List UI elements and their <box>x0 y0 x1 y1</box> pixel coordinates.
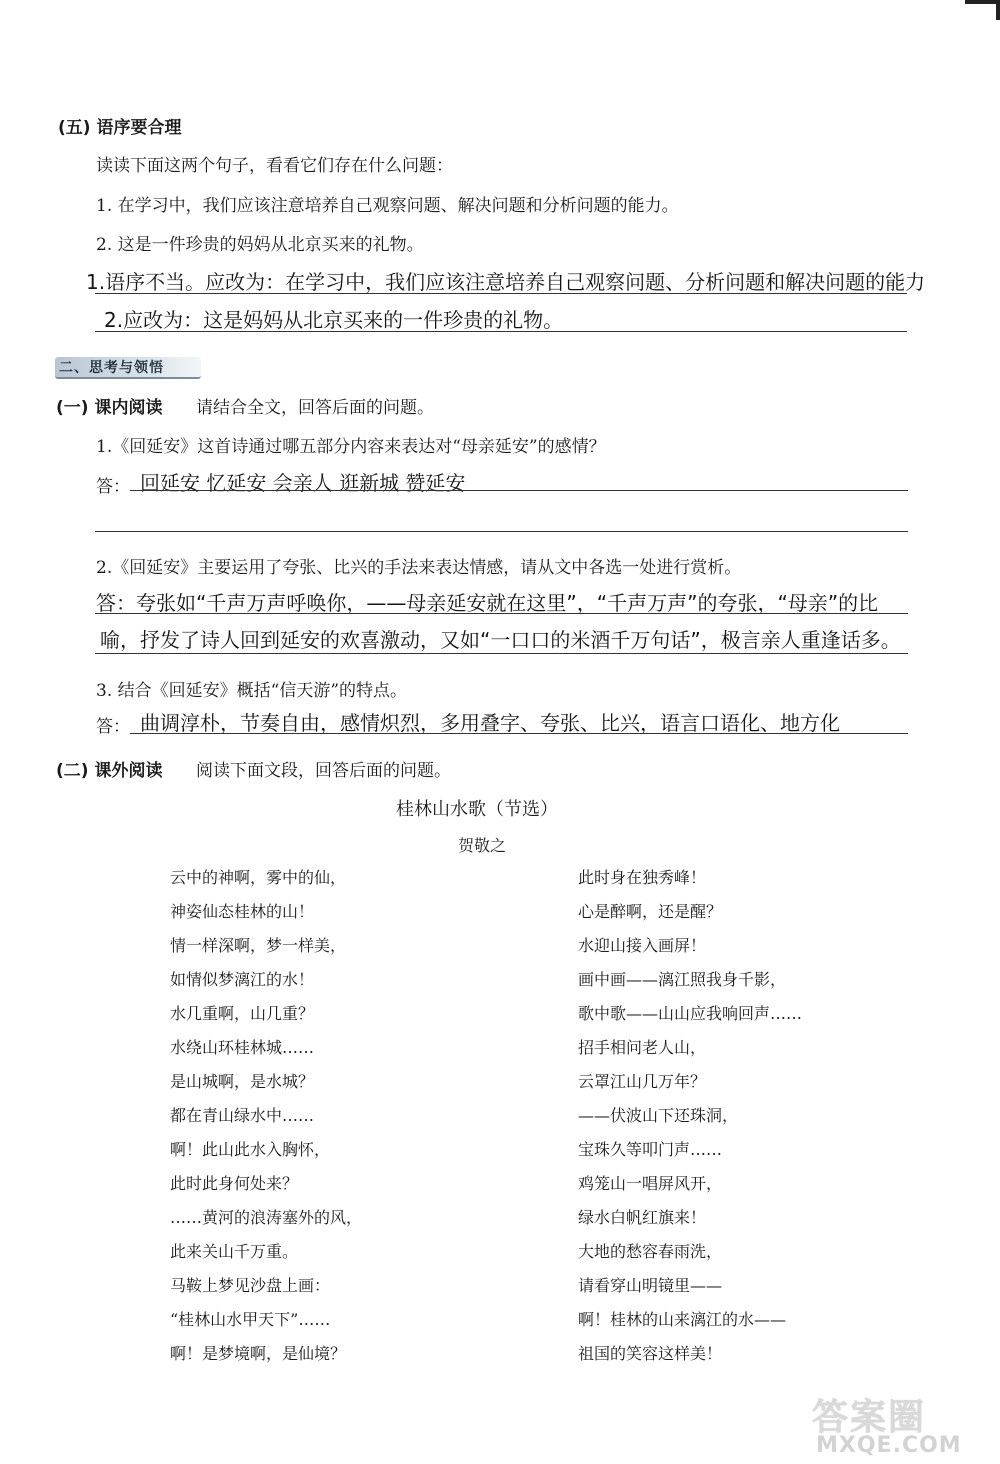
poem-line: 水绕山环桂林城…… <box>170 1038 315 1057</box>
scan-edge-mark <box>996 0 1000 20</box>
poem-left-column <box>170 861 362 1371</box>
answer-label: 答： <box>96 717 130 737</box>
poem-line: 啊！桂林的山来漓江的水—— <box>578 1310 787 1329</box>
poem-line: 马鞍上梦见沙盘上画： <box>170 1276 331 1295</box>
outclass-heading: (二) 课外阅读 <box>56 761 163 781</box>
poem-line: 鸡笼山一唱屏风开， <box>578 1174 723 1193</box>
poem-line: ……黄河的浪涛塞外的风， <box>170 1208 363 1227</box>
answer-line <box>95 531 908 532</box>
scan-corner-mark <box>965 0 1000 4</box>
answer-line <box>95 613 908 614</box>
poem-line: 如情似梦漓江的水！ <box>170 970 315 989</box>
section5-answer-1: 1.语序不当。应改为：在学习中，我们应该注意培养自己观察问题、分析问题和解决问题的能力 <box>86 270 926 294</box>
poem-line: “桂林山水甲天下”…… <box>170 1310 331 1329</box>
answer-2-line-1: 答：夸张如“千声万声呼唤你，——母亲延安就在这里”，“千声万声”的夸张，“母亲”的比 <box>96 591 879 615</box>
answer-3: 曲调淳朴，节奏自由，感情炽烈，多用叠字、夸张、比兴，语言口语化、地方化 <box>140 711 840 735</box>
poem-line: 此时身在独秀峰！ <box>578 868 707 887</box>
inclass-heading: (一) 课内阅读 <box>56 398 163 418</box>
section5-sentence-1: 1. 在学习中，我们应该注意培养自己观察问题、解决问题和分析问题的能力。 <box>96 196 679 216</box>
poem-line: ——伏波山下还珠洞， <box>578 1106 739 1125</box>
poem-line: 祖国的笑容这样美！ <box>578 1344 723 1363</box>
poem-line: 水几重啊，山几重？ <box>170 1004 315 1023</box>
poem-line: 歌中歌——山山应我响回声…… <box>578 1004 803 1023</box>
answer-label: 答： <box>96 477 130 497</box>
poem-line: 招手相问老人山， <box>578 1038 707 1057</box>
poem-line: 请看穿山明镜里—— <box>578 1276 723 1295</box>
watermark-site: MXQE.COM <box>816 1433 962 1458</box>
question-1: 1.《回延安》这首诗通过哪五部分内容来表达对“母亲延安”的感情？ <box>96 437 606 457</box>
section-badge: 二、思考与领悟 <box>55 357 201 379</box>
inclass-instruction: 请结合全文，回答后面的问题。 <box>196 398 434 418</box>
poem-title: 桂林山水歌（节选） <box>396 799 558 820</box>
poem-line: 大地的愁容春雨洗， <box>578 1242 723 1261</box>
poem-line: 啊！此山此水入胸怀， <box>170 1140 331 1159</box>
poem-line: 云罩江山几万年？ <box>578 1072 707 1091</box>
poem-line: 此来关山千万重。 <box>170 1242 299 1261</box>
poem-line: 宝珠久等叩门声…… <box>578 1140 723 1159</box>
poem-line: 情一样深啊，梦一样美， <box>170 936 347 955</box>
poem-line: 都在青山绿水中…… <box>170 1106 315 1125</box>
poem-line: 画中画——漓江照我身千影， <box>578 970 787 989</box>
answer-line <box>95 653 908 654</box>
question-3: 3. 结合《回延安》概括“信天游”的特点。 <box>96 681 408 701</box>
poem-line: 是山城啊，是水城？ <box>170 1072 315 1091</box>
poem-line: 啊！是梦境啊，是仙境？ <box>170 1344 347 1363</box>
answer-line <box>130 733 908 734</box>
poem-author: 贺敬之 <box>458 836 507 855</box>
answer-line <box>130 490 908 491</box>
poem-right-column <box>578 861 802 1371</box>
answer-1: 回延安 忆延安 会亲人 逛新城 赞延安 <box>140 471 466 495</box>
answer-line <box>95 293 907 294</box>
answer-line <box>95 331 907 332</box>
outclass-instruction: 阅读下面文段，回答后面的问题。 <box>196 761 451 781</box>
watermark-logo: 答案圈 <box>812 1397 927 1438</box>
watermark <box>812 1398 984 1458</box>
section5-answer-2: 2.应改为：这是妈妈从北京买来的一件珍贵的礼物。 <box>104 308 564 332</box>
section5-sentence-2: 2. 这是一件珍贵的妈妈从北京买来的礼物。 <box>96 235 424 255</box>
poem-line: 水迎山接入画屏！ <box>578 936 707 955</box>
poem-line: 此时此身何处来？ <box>170 1174 299 1193</box>
question-2: 2.《回延安》主要运用了夸张、比兴的手法来表达情感，请从文中各选一处进行赏析。 <box>96 558 742 578</box>
section5-heading: (五) 语序要合理 <box>58 118 182 138</box>
poem-line: 绿水白帆红旗来！ <box>578 1208 707 1227</box>
answer-2-line-2: 喻，抒发了诗人回到延安的欢喜激动，又如“一口口的米酒千万句话”，极言亲人重逢话多。 <box>100 628 901 652</box>
poem-line: 神姿仙态桂林的山！ <box>170 902 315 921</box>
poem-line: 心是醉啊，还是醒？ <box>578 902 723 921</box>
poem-line: 云中的神啊，雾中的仙， <box>170 868 347 887</box>
section5-instruction: 读读下面这两个句子，看看它们存在什么问题： <box>96 156 453 176</box>
